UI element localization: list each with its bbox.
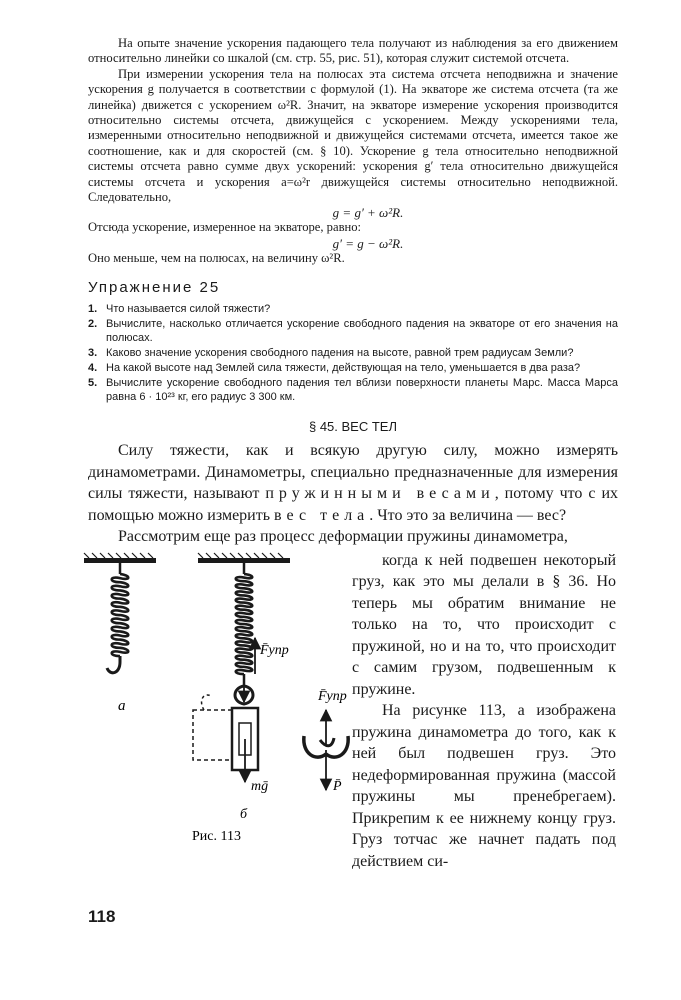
figure-area: [88, 550, 618, 870]
exercise-item-text: Что называется силой тяжести?: [106, 303, 271, 316]
spring-unloaded-diagram: [84, 553, 156, 714]
figure-113: [80, 550, 360, 850]
exercise-item: [88, 317, 618, 345]
exercise-item-number: 2.: [88, 318, 98, 331]
intro-paragraph-2: При измерении ускорения тела на полюсах эта система отсчета неподвижна и значение ускорения g получается в соответствии с формулой (1). На экваторе же система отсчета (та же линейка) движется с ускорением ω²R. Значит, на экваторе измерение ускорения производится относительно системы отсчета, движущейся с ускорением. Между ускорениями тела, измеренными относительно неподвижной и движущейся системами отсчета, имеется такое же соотношение, как и для скоростей (см. § 10). Ускорение g тела относительно неподвижной системы отсчета равно сумме двух ускорений: ускорения g′ тела относительно движущейся системы отсчета и ускорения a=ω²r движущейся системы относительно неподвижной. Следовательно,: [88, 66, 618, 205]
term-body-weight: вес тела: [274, 506, 370, 524]
formula-1: g = g′ + ω²R.: [332, 205, 404, 221]
exercise-item: [88, 376, 618, 404]
text-run: , потому что с их помощью можно измерить: [88, 485, 619, 524]
figure-label-a: а: [118, 697, 126, 714]
spring-loaded-diagram: [193, 553, 290, 822]
figure-label-b: б: [240, 806, 248, 822]
exercise-item-number: 3.: [88, 347, 98, 360]
figure-caption: Рис. 113: [192, 828, 241, 844]
exercise-item-number: 5.: [88, 377, 98, 390]
intro-block: [88, 36, 618, 266]
section-paragraph-1: [88, 440, 618, 526]
intro-paragraph-1: На опыте значение ускорения падающего тела получают из наблюдения за его движением относительно линейки со шкалой (см. стр. 55, рис. 51), которая служит системой отсчета.: [88, 36, 618, 66]
page-number: 118: [88, 907, 116, 926]
exercise-item-text: На какой высоте над Землей сила тяжести, действующая на тело, уменьшается в два раза?: [106, 362, 581, 375]
intro-paragraph-4: Оно меньше, чем на полюсах, на величину ω²R.: [88, 250, 345, 265]
force-elastic-label-b: F̄упр: [260, 642, 289, 658]
exercise-item-text: Вычислите, насколько отличается ускорение свободного падения на экваторе от его значения на полюсах.: [106, 318, 618, 345]
section-paragraph-2-lead: Рассмотрим еще раз процесс деформации пружины динамометра,: [118, 528, 568, 546]
wrapped-text-column: [352, 550, 616, 873]
term-spring-scale: пружинными весами: [265, 485, 495, 503]
section-paragraph-2-rest: когда к ней подвешен некоторый груз, как это мы делали в § 36. Но теперь мы обратим внимание не только на то, что происходит с пружиной, но и на то, что происходит с самим грузом, подвешенным к пружине.: [352, 551, 616, 698]
section-title: § 45. ВЕС ТЕЛ: [308, 419, 397, 435]
intro-paragraph-3: Отсюда ускорение, измеренное на экваторе, равно:: [88, 220, 362, 235]
exercise-item-number: 1.: [88, 303, 98, 316]
exercise-list: [88, 302, 618, 404]
text-run: Силу тяжести, как и всякую другую силу, можно измерять динамометрами. Динамометры, специально предназначенные для измерения силы тяжести, называют: [88, 442, 618, 503]
exercise-title: Упражнение 25: [88, 279, 221, 297]
exercise-item: [88, 346, 618, 360]
text-run: . Что это за величина — вес?: [369, 506, 567, 524]
exercise-item-text: Вычислите ускорение свободного падения тел вблизи поверхности планеты Марс. Масса Марса равна 6 · 10²³ кг, его радиус 3 300 км.: [106, 377, 618, 404]
hook-force-diagram: [304, 689, 348, 794]
section-paragraph-3: На рисунке 113, а изображена пружина динамометра до того, как к ней был подвешен груз. Это недеформированная пружина (массой пружины мы пренебрегаем). Прикрепим к ее нижнему концу груз. Груз тотчас же начнет падать под действием си-: [352, 702, 616, 870]
page-content: [88, 36, 619, 870]
exercise-item: [88, 302, 618, 316]
exercise-item: [88, 361, 618, 375]
gravity-label: mḡ: [251, 778, 269, 794]
exercise-item-number: 4.: [88, 362, 98, 375]
weight-force-label: P̄: [333, 778, 342, 794]
exercise-item-text: Каково значение ускорения свободного падения на высоте, равной трем радиусам Земли?: [106, 347, 574, 360]
formula-2: g′ = g − ω²R.: [332, 235, 404, 251]
section-body: [88, 440, 619, 870]
force-elastic-label-hook: F̄упр: [318, 688, 347, 704]
